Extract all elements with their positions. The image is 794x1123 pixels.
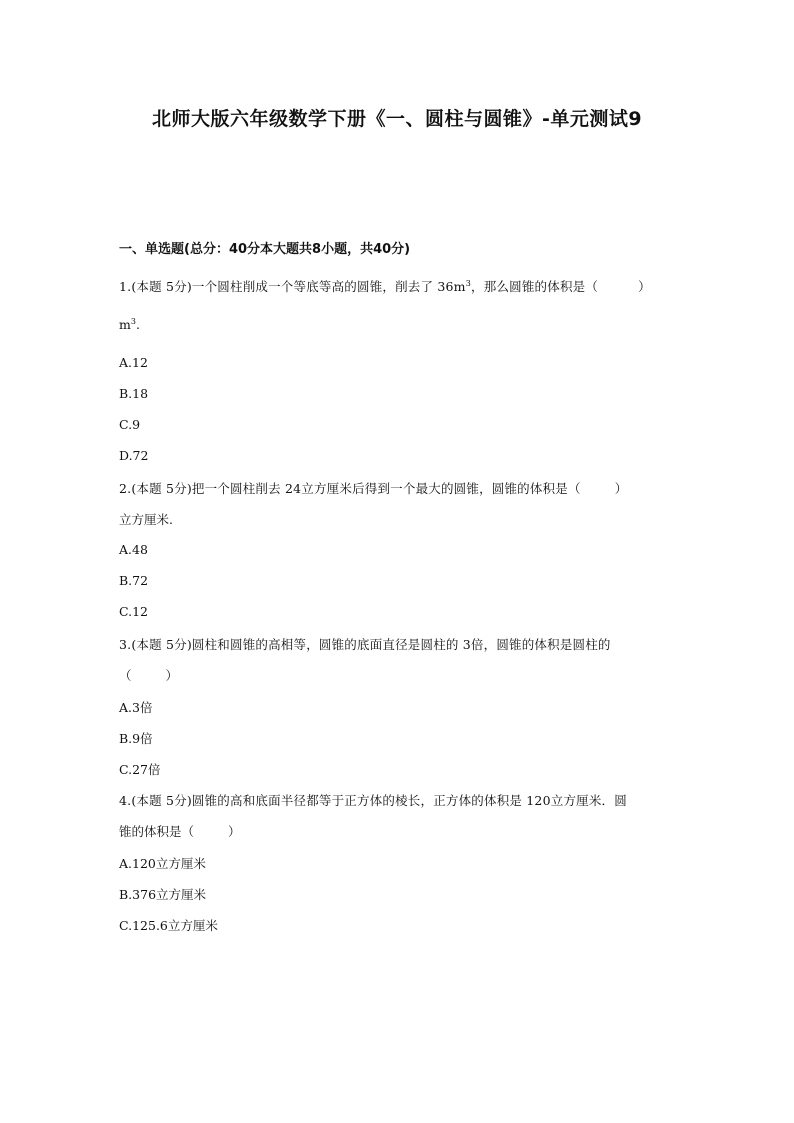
question-1-option-a: A.12 (119, 355, 148, 370)
question-1-option-d: D.72 (119, 448, 149, 463)
question-4-stem-line-2 (119, 822, 241, 840)
question-2-option-a: A.48 (119, 542, 148, 557)
question-3-option-c: C.27倍 (119, 762, 161, 777)
question-3-stem-line-1: 3.(本题 5分)圆柱和圆锥的高相等，圆锥的底面直径是圆柱的 3倍，圆锥的体积是圆柱的 (119, 637, 611, 652)
question-4-option-a: A.120立方厘米 (119, 856, 206, 871)
question-1-stem-text-cont: ，那么圆锥的体积是（ (471, 279, 599, 294)
question-3-option-b: B.9倍 (119, 731, 153, 746)
question-1-superscript: 3 (465, 278, 472, 288)
question-2-stem-line-1 (119, 479, 627, 497)
question-1-unit-end: . (135, 317, 140, 332)
question-2-option-c: C.12 (119, 604, 148, 619)
question-1-option-c: C.9 (119, 417, 141, 432)
section-heading: 一、单选题(总分：40分本大题共8小题，共40分) (119, 242, 411, 257)
question-4-stem-text-cont: 锥的体积是（ (119, 824, 195, 839)
question-3-close-paren: ） (165, 668, 179, 683)
question-4-stem-line-1: 4.(本题 5分)圆锥的高和底面半径都等于正方体的棱长，正方体的体积是 120立方厘米．圆 (119, 793, 627, 808)
question-2-option-b: B.72 (119, 573, 149, 588)
question-1-unit: m (119, 317, 131, 332)
question-1-unit-superscript: 3 (130, 316, 136, 326)
question-1-option-b: B.18 (119, 386, 149, 401)
question-4-close-paren: ） (228, 824, 241, 839)
question-1-stem-line-2 (119, 317, 140, 332)
question-4-option-b: B.376立方厘米 (119, 887, 207, 902)
question-3-option-a: A.3倍 (119, 700, 153, 715)
question-2-stem-line-2: 立方厘米. (119, 512, 173, 527)
question-3-open-paren: （ (119, 668, 132, 683)
question-3-stem-line-2 (119, 666, 178, 684)
question-1-stem-text: 1.(本题 5分)一个圆柱削成一个等底等高的圆锥，削去了 36m (119, 279, 466, 294)
question-1-stem-line-1 (119, 277, 651, 295)
question-4-option-c: C.125.6立方厘米 (119, 918, 218, 933)
question-2-stem-text: 2.(本题 5分)把一个圆柱削去 24立方厘米后得到一个最大的圆锥，圆锥的体积是（ (119, 481, 581, 496)
question-1-close-paren: ） (638, 279, 651, 294)
question-2-close-paren: ） (614, 481, 628, 496)
page-title: 北师大版六年级数学下册《一、圆柱与圆锥》-单元测试9 (151, 108, 643, 130)
